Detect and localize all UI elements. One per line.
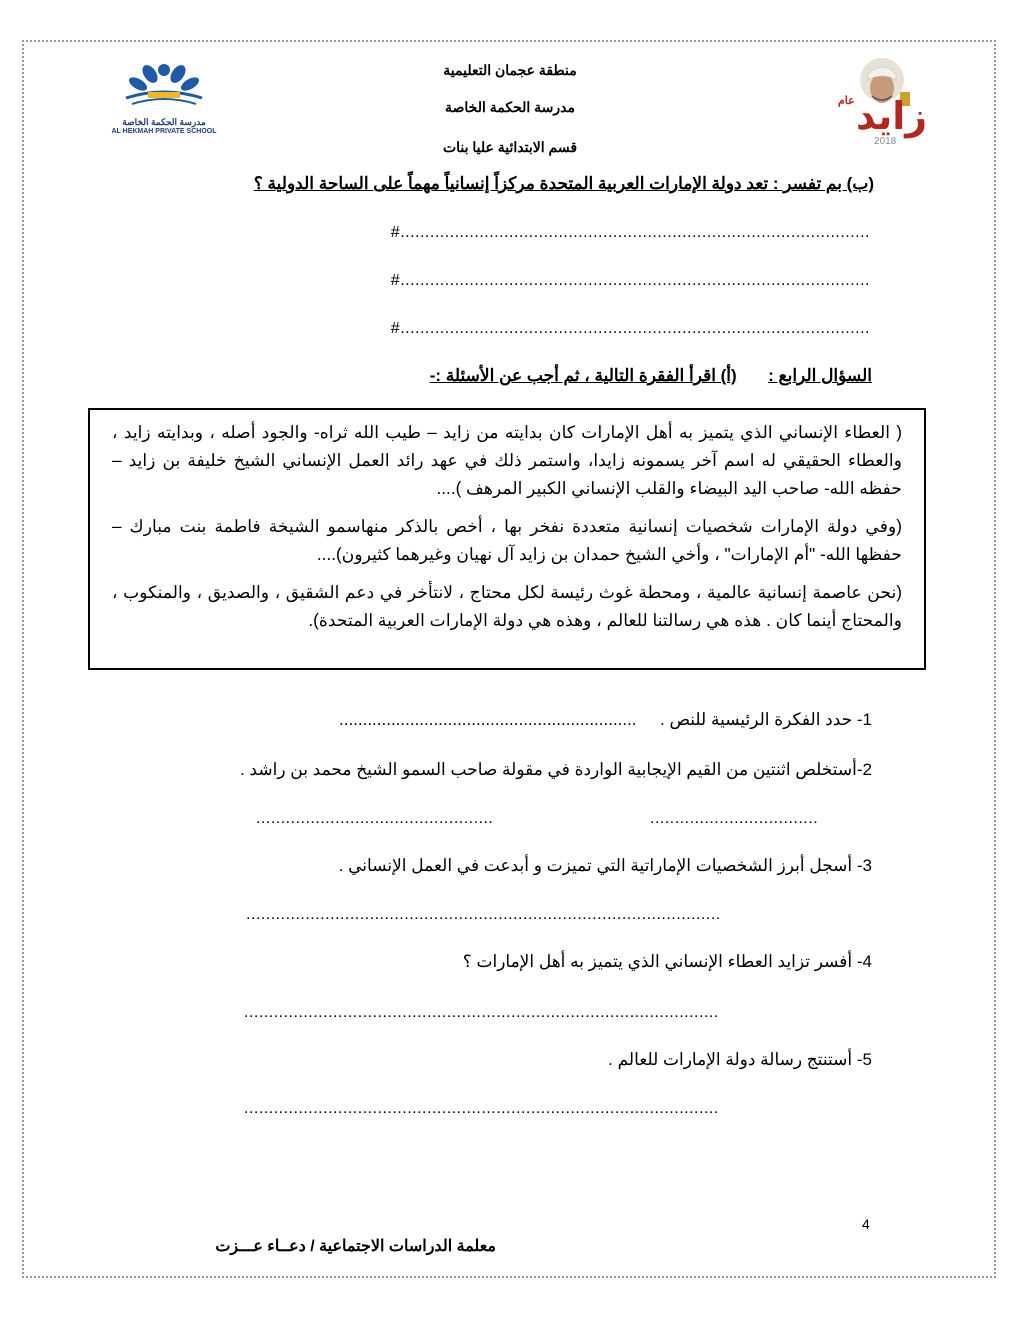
question-2-answer-b[interactable]: ................................................ — [256, 810, 494, 827]
header-region: منطقة عجمان التعليمية — [443, 62, 577, 78]
year-of-zayed-logo — [830, 54, 930, 150]
page-number: 4 — [862, 1216, 870, 1232]
question-2-text: 2-أستخلص اثنتين من القيم الإيجابية الواردة في مقولة صاحب السمو الشيخ محمد بن راشد . — [239, 760, 872, 779]
school-logo-caption: AL HEKMAH PRIVATE SCHOOL — [111, 128, 217, 135]
zayed-name: زايد — [856, 94, 928, 138]
question-b-text: (ب) بم تفسر : تعد دولة الإمارات العربية المتحدة مركزاً إنسانياً مهماً على الساحة الدولية ؟ — [253, 174, 874, 193]
answer-line-2[interactable]: #............................................................................................... — [390, 272, 870, 289]
header-section: قسم الابتدائية عليا بنات — [442, 139, 578, 155]
zayed-year: 2018 — [874, 136, 897, 147]
question-1-text: 1- حدد الفكرة الرئيسية للنص . — [660, 710, 872, 729]
question-1-answer-line[interactable]: ............................................................... — [339, 710, 637, 729]
passage-paragraph-1: ( العطاء الإنساني الذي يتميز به أهل الإمارات كان بدايته من زايد – طيب الله ثراه- والجود أصله ، وبدايته زايد ، والعطاء الحقيقي له اسم آخر يسمونه زايدا، واستمر ذلك في عهد رائد العمل الإنساني الشيخ خليفة بن زايد –حفظه الله- صاحب اليد البيضاء والقلب الإنساني الكبير المرهف ).... — [112, 422, 902, 498]
passage-paragraph-2: (وفي دولة الإمارات شخصيات إنسانية متعددة نفخر بها ، أخص بالذكر منهاسمو الشيخة فاطمة بنت مبارك – حفظها الله- "أم الإمارات" ، وأخي الشيخ حمدان بن زايد آل نهيان وغيرهما كثيرون).... — [112, 516, 902, 564]
question-4-instruction: (أ) اقرأ الفقرة التالية ، ثم أجب عن الأسئلة :- — [429, 366, 737, 385]
teacher-signature: معلمة الدراسات الاجتماعية / دعــاء عـــزت — [215, 1238, 496, 1255]
zayed-year-word: عام — [838, 95, 855, 107]
school-logo: مدرسة الحكمة الخاصة AL HEKMAH PRIVATE SCHOOL — [108, 56, 220, 126]
school-logo-icon — [108, 56, 220, 112]
question-4-label: السؤال الرابع : — [768, 366, 872, 385]
header-school: مدرسة الحكمة الخاصة — [445, 99, 575, 115]
answer-line-3[interactable]: #............................................................................................... — [390, 320, 870, 337]
question-5-answer-line[interactable]: ................................................................................................ — [244, 1100, 719, 1117]
question-5-text: 5- أستنتج رسالة دولة الإمارات للعالم . — [608, 1050, 872, 1069]
question-4-text: 4- أفسر تزايد العطاء الإنساني الذي يتميز به أهل الإمارات ؟ — [462, 952, 872, 971]
answer-line-1[interactable]: #............................................................................................... — [390, 224, 870, 241]
question-4-answer-line[interactable]: ................................................................................................ — [244, 1004, 719, 1021]
passage-paragraph-3: (نحن عاصمة إنسانية عالمية ، ومحطة غوث رئيسة لكل محتاج ، لانتأخر في دعم الشقيق ، والصديق ، والمنكوب ، والمحتاج أينما كان . هذه هي رسالتنا للعالم ، وهذه هي دولة الإمارات العربية المتحدة). — [112, 582, 902, 630]
question-1 — [339, 710, 872, 730]
question-3-text: 3- أسجل أبرز الشخصيات الإماراتية التي تميزت و أبدعت في العمل الإنساني . — [338, 856, 872, 875]
question-2-answer-a[interactable]: .................................. — [650, 810, 819, 827]
question-3-answer-line[interactable]: ................................................................................................ — [246, 906, 721, 923]
question-4-heading — [430, 366, 872, 386]
reading-passage — [88, 408, 926, 670]
